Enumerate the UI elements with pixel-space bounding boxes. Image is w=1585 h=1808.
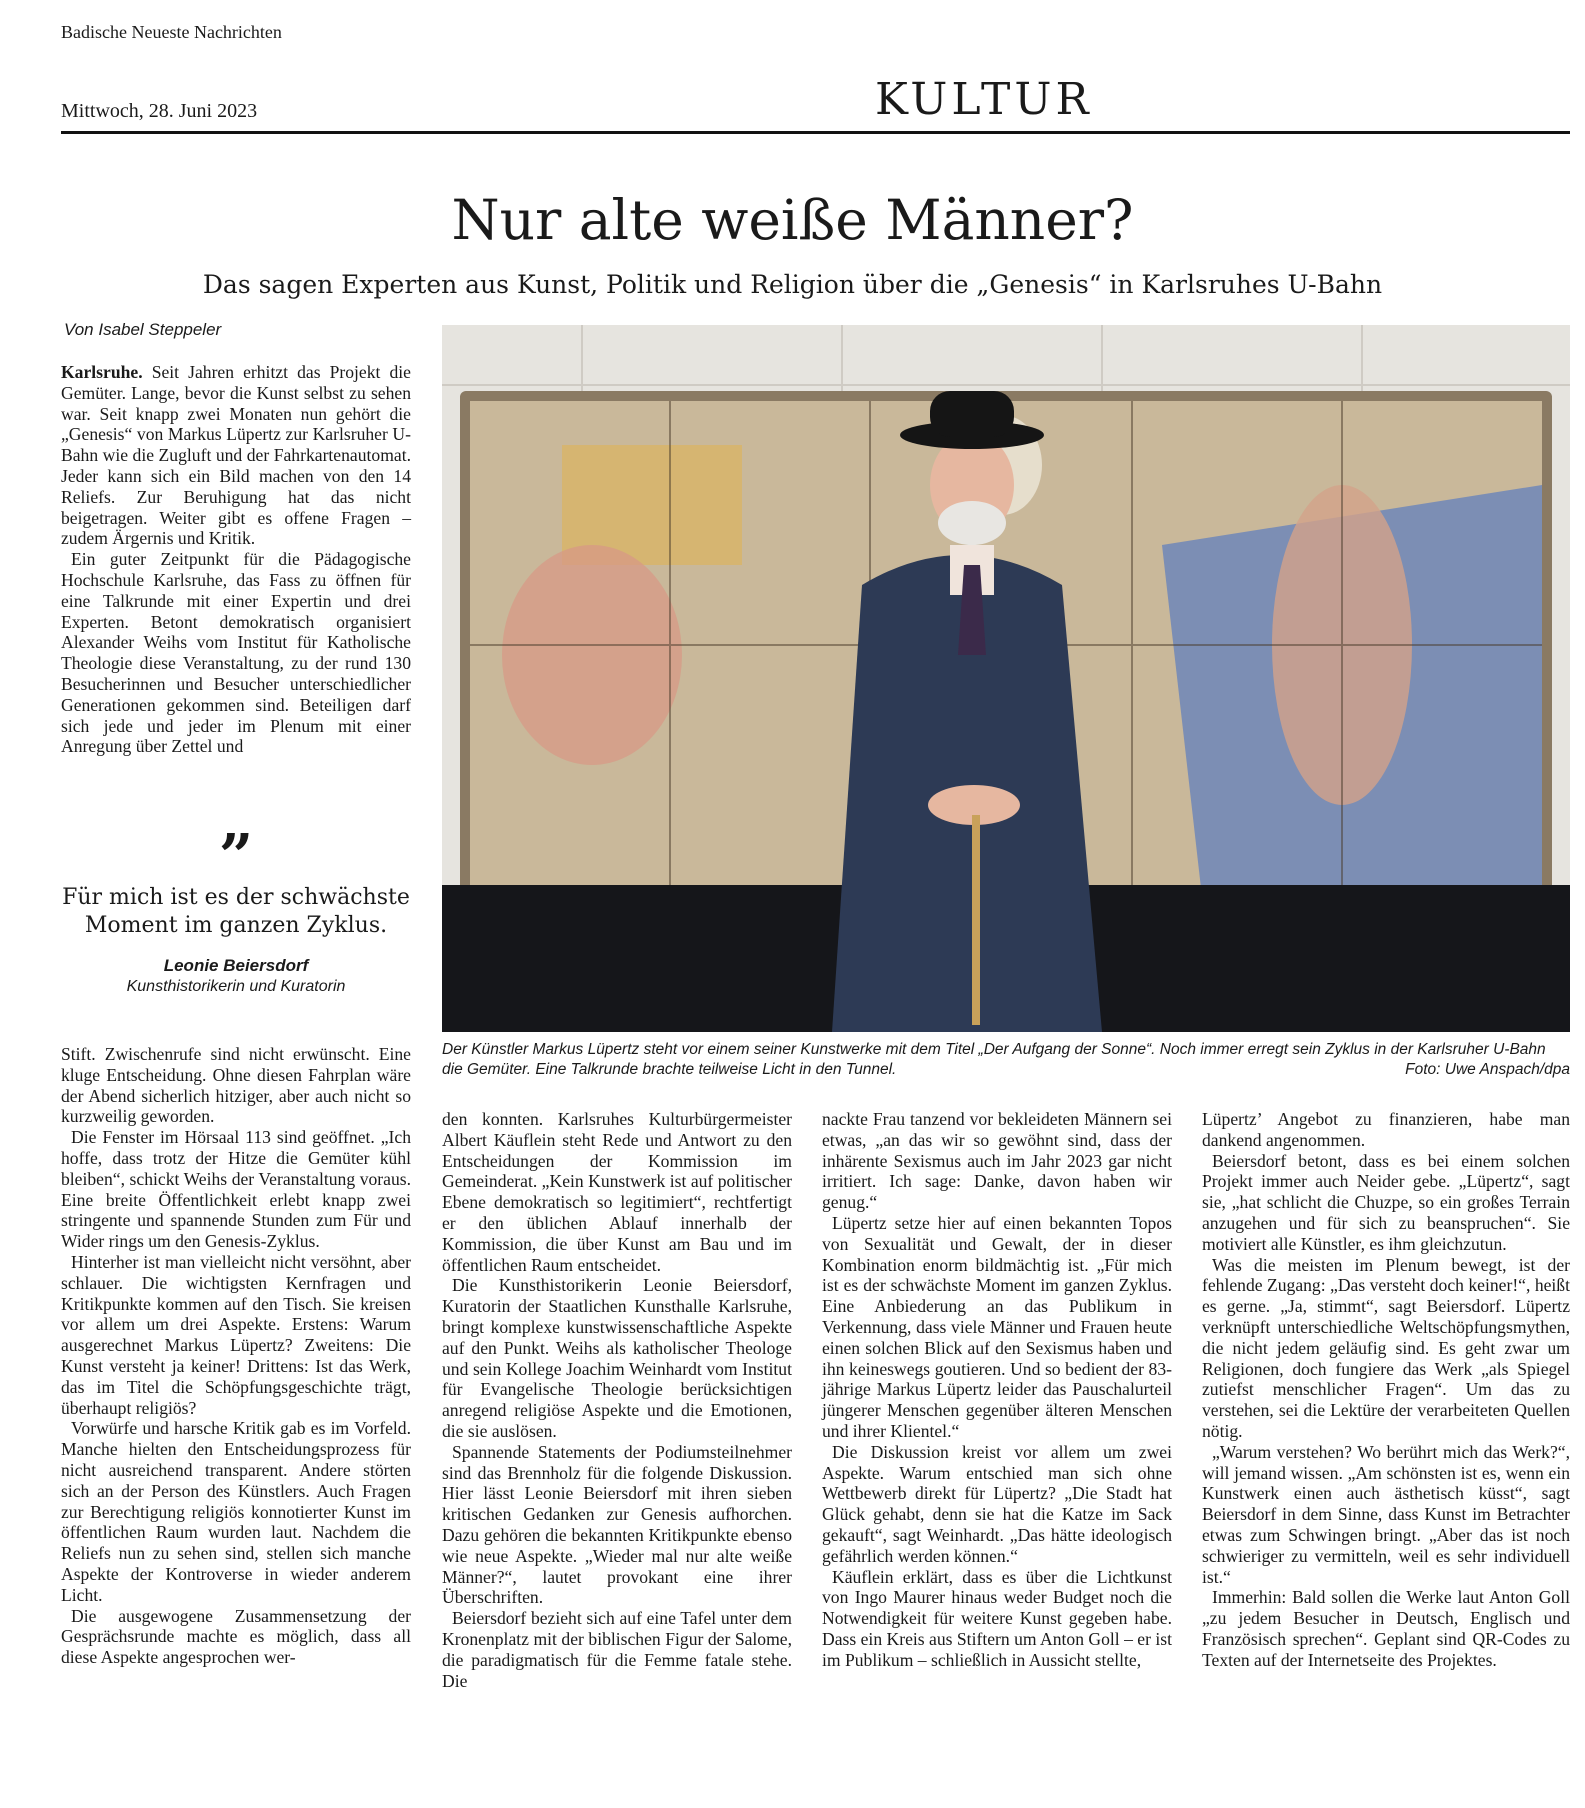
paragraph: Hinterher ist man vielleicht nicht versöhnt, aber schlauer. Die wichtigsten Kernfragen und Kritikpunkte kommen auf den Tisch. Sie kreisen vor allem um drei Aspekte. Erstens: Warum ausgerechnet Markus Lüpertz? Zweitens: Die Kunst versteht ja keiner! Drittens: Ist das Werk, das im Titel die Schöpfungsgeschichte trägt, überhaupt religiös?	[61, 1251, 411, 1418]
pull-quote-author: Leonie Beiersdorf	[163, 956, 309, 975]
paragraph: Die Kunsthistorikerin Leonie Beiersdorf, Kuratorin der Staatlichen Kunsthalle Karlsruhe, bringt komplexe kunstwissenschaftliche Aspekte auf den Punkt. Weihs als katholischer Theologe und sein Kollege Joachim Weinhardt vom Institut für Evangelische Theologie berücksichtigen anregend religiöse Aspekte und die Emotionen, die sie auslösen.	[442, 1275, 792, 1441]
paragraph: Die Fenster im Hörsaal 113 sind geöffnet. „Ich hoffe, dass trotz der Hitze die Gemüter kühl bleiben“, schickt Weihs der Veranstaltung voraus. Eine breite Öffentlichkeit erlebt knapp zwei stringente und spannende Stunden zum Für und Wider rings um den Genesis-Zyklus.	[61, 1127, 411, 1252]
dateline: Karlsruhe.	[61, 362, 143, 382]
paragraph: Lüpertz’ Angebot zu finanzieren, habe man dankend angenommen.	[1202, 1109, 1570, 1150]
paragraph: Ein guter Zeitpunkt für die Pädagogische Hochschule Karlsruhe, das Fass zu öffnen für eine Talkrunde mit einer Expertin und drei Experten. Betont demokratisch organisiert Alexander Weihs vom Institut für Katholische Theologie diese Veranstaltung, zu der rund 130 Besucherinnen und Besucher unterschiedlicher Generationen gekommen sind. Beteiligen darf sich jede und jeder im Plenum mit einer Anregung über Zettel und	[61, 549, 411, 757]
paragraph: nackte Frau tanzend vor bekleideten Männern sei etwas, „an das wir so gewöhnt sind, dass der inhärente Sexismus auch im Jahr 2023 gar nicht irritiert. Ich sage: Danke, davon haben wir genug.“	[822, 1109, 1172, 1213]
paragraph: Stift. Zwischenrufe sind nicht erwünscht. Eine kluge Entscheidung. Ohne diesen Fahrplan wäre der Abend sicherlich hitziger, aber auch nicht so kurzweilig geworden.	[61, 1044, 411, 1127]
pull-quote-author-role: Kunsthistorikerin und Kuratorin	[126, 978, 346, 995]
paragraph: „Warum verstehen? Wo berührt mich das Werk?“, will jemand wissen. „Am schönsten ist es, wenn ein Kunstwerk einen auch ästhetisch küsst“, sagt Beiersdorf in dem Sinne, dass Kunst im Betrachter etwas zum Schwingen bringt. „Aber das ist noch schwieriger zu vermitteln, weil es sehr individuell ist.“	[1202, 1441, 1570, 1587]
caption-text: Der Künstler Markus Lüpertz steht vor einem seiner Kunstwerke mit dem Titel „Der Aufgang der Sonne“. Noch immer erregt sein Zyklus in der Karlsruher U-Bahn die Gemüter. Eine Talkrunde brachte teilweise Licht in den Tunnel.	[442, 1041, 1546, 1078]
paragraph: Die Diskussion kreist vor allem um zwei Aspekte. Warum entschied man sich ohne Wettbewerb direkt für Lüpertz? „Die Stadt hat Glück gehabt, denn sie hat die Katze im Sack gekauft“, sagt Weinhardt. „Das hätte ideologisch gefährlich werden können.“	[822, 1441, 1172, 1566]
photo-caption	[442, 1040, 1570, 1080]
issue-date: Mittwoch, 28. Juni 2023	[61, 100, 258, 122]
paragraph: Die ausgewogene Zusammensetzung der Gesprächsrunde machte es möglich, dass all diese Aspekte angesprochen wer-	[61, 1605, 411, 1668]
paragraph: den konnten. Karlsruhes Kulturbürgermeister Albert Käuflein steht Rede und Antwort zu den Entscheidungen der Kommission im Gemeinderat. „Kein Kunstwerk ist auf politischer Ebene demokratisch so legitimiert“, rechtfertigt er den üblichen Ablauf innerhalb der Kommission, die über Kunst am Bau und im öffentlichen Raum entscheidet.	[442, 1109, 792, 1275]
headline: Nur alte weiße Männer?	[451, 188, 1134, 252]
photo-illustration	[442, 325, 1570, 1032]
subheadline: Das sagen Experten aus Kunst, Politik und Religion über die „Genesis“ in Karlsruhes U-Bahn	[202, 270, 1383, 299]
paragraph: Immerhin: Bald sollen die Werke laut Anton Goll „zu jedem Besucher in Deutsch, Englisch und Französisch sprechen“. Geplant sind QR-Codes zu Texten auf der Internetseite des Projektes.	[1202, 1587, 1570, 1670]
photo-credit: Foto: Uwe Anspach/dpa	[1405, 1061, 1570, 1078]
paragraph: Vorwürfe und harsche Kritik gab es im Vorfeld. Manche hielten den Entscheidungsprozess für nicht ausreichend transparent. Andere störten sich an der Person des Künstlers. Auch Fragen zur Berechtigung religiös konnotierter Kunst im öffentlichen Raum wurden laut. Nachdem die Reliefs nun zu sehen sind, stellen sich manche Aspekte der Kontroverse in wieder anderem Licht.	[61, 1418, 411, 1605]
quote-mark-icon: ”	[218, 830, 254, 868]
paragraph: Käuflein erklärt, dass es über die Lichtkunst von Ingo Maurer hinaus weder Budget noch die Notwendigkeit für weitere Kunst gegeben habe. Dass ein Kreis aus Stiftern um Anton Goll – er ist im Publikum – schließlich in Aussicht stellte,	[822, 1566, 1172, 1670]
byline: Von Isabel Steppeler	[64, 320, 222, 339]
paragraph: Beiersdorf bezieht sich auf eine Tafel unter dem Kronenplatz mit der biblischen Figur der Salome, die paradigmatisch für die Femme fatale stehe. Die	[442, 1608, 792, 1691]
pull-quote-text: Für mich ist es der schwächste Moment im ganzen Zyklus.	[62, 885, 410, 938]
lead-column	[61, 362, 411, 757]
text-column-4	[1202, 1109, 1570, 1671]
relief-figure-left	[502, 545, 682, 765]
paragraph: Spannende Statements der Podiumsteilnehmer sind das Brennholz für die folgende Diskussion. Hier lässt Leonie Beiersdorf mit ihren sieben kritischen Gedanken zur Genesis aufhorchen. Dazu gehören die bekannten Kritikpunkte ebenso wie neue Aspekte. „Wieder mal nur alte weiße Männer?“, lautet provokant eine ihrer Überschriften.	[442, 1441, 792, 1608]
paragraph: Lüpertz setze hier auf einen bekannten Topos von Sexualität und Gewalt, der in dieser Kombination enorm bildmächtig ist. „Für mich ist es der schwächste Moment im ganzen Zyklus. Eine Anbiederung an das Publikum in Verkennung, dass viele Männer und Frauen heute einen solchen Blick auf den Sexismus haben und ihn keineswegs goutieren. Und so bedient der 83-jährige Markus Lüpertz leider das Pauschalurteil jüngerer Menschen gegenüber älteren Menschen und ihrer Klientel.“	[822, 1212, 1172, 1441]
pull-quote	[61, 830, 411, 996]
header-rule	[61, 131, 1570, 134]
newspaper-name: Badische Neueste Nachrichten	[61, 22, 282, 42]
lead-paragraph	[61, 362, 411, 549]
text-column-1	[61, 1044, 411, 1668]
section-title: KULTUR	[875, 74, 1093, 125]
text-column-2	[442, 1109, 792, 1691]
lead-text: Seit Jahren erhitzt das Projekt die Gemüter. Lange, bevor die Kunst selbst zu sehen war. Seit knapp zwei Monaten nun gehört die „Genesis“ von Markus Lüpertz zur Karlsruher U-Bahn wie die Zugluft und der Fahrkartenautomat. Jeder kann sich ein Bild machen von den 14 Reliefs. Zur Beruhigung hat das nicht beigetragen. Weiter gibt es offene Fragen – zudem Ärgernis und Kritik.	[61, 362, 411, 549]
paragraph: Was die meisten im Plenum bewegt, ist der fehlende Zugang: „Das versteht doch keiner!“, heißt es gerne. „Ja, stimmt“, sagt Beiersdorf. Lüpertz verknüpft unterschiedliche Weltschöpfungsmythen, die nicht jedem geläufig sind. Es geht zwar um Religionen, doch fungiere das Werk „als Spiegel zutiefst menschlicher Fragen“. Um das zu verstehen, sei die Lektüre der verarbeiteten Quellen nötig.	[1202, 1254, 1570, 1441]
paragraph: Beiersdorf betont, dass es bei einem solchen Projekt immer auch Neider gebe. „Lüpertz“, sagt sie, „hat schlicht die Chuzpe, so ein großes Terrain anzugehen und für sich zu beanspruchen“. Sie motiviert alle Künstler, es ihm gleichzutun.	[1202, 1150, 1570, 1254]
text-column-3	[822, 1109, 1172, 1671]
article-photo	[442, 325, 1570, 1032]
